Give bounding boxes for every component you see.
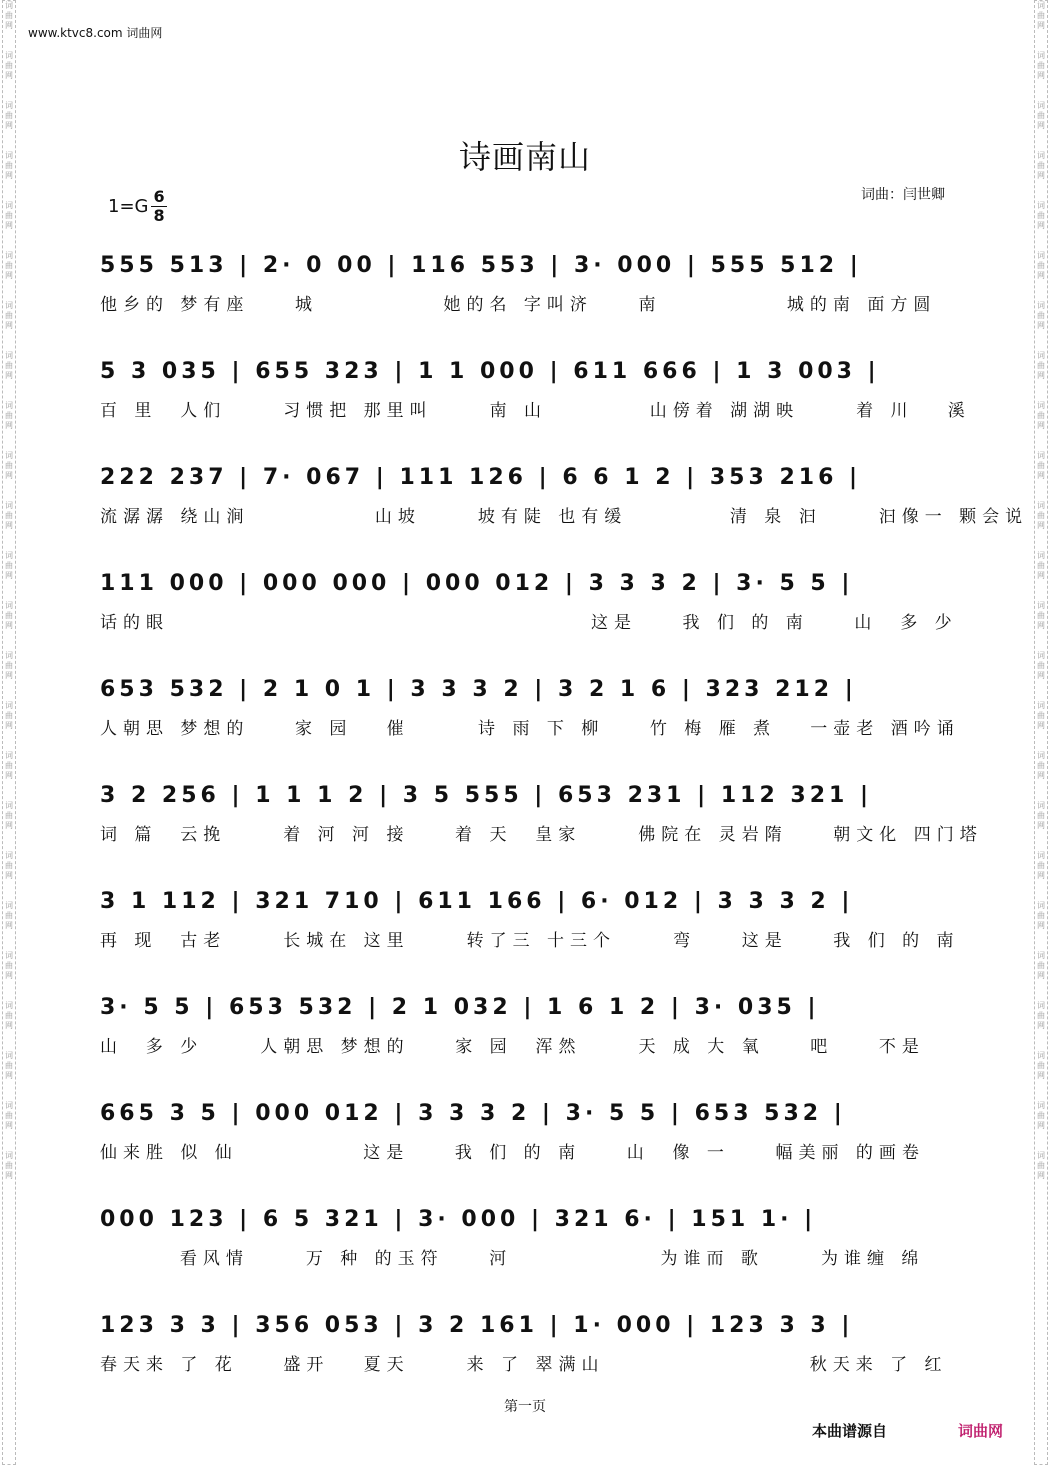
lyric-line: 再 现 古老 长城在 这里 转了三 十三个 弯 这是 我 们 的 南: [100, 931, 960, 951]
score-row: [100, 674, 960, 739]
notation-line: 3 1 112 | 321 710 | 611 166 | 6· 012 | 3 3 3 2 |: [100, 888, 854, 914]
lyric-line: 流潺潺 绕山涧 山坡 坡有陡 也有缓 清 泉 汩 汩像一 颗会说: [100, 507, 1029, 527]
score-row: [100, 462, 1029, 527]
notation-line: 653 532 | 2 1 0 1 | 3 3 3 2 | 3 2 1 6 | 323 212 |: [100, 676, 857, 702]
notation-line: 222 237 | 7· 067 | 111 126 | 6 6 1 2 | 353 216 |: [100, 464, 862, 490]
site-header[interactable]: www.ktvc8.com 词曲网: [28, 26, 163, 40]
time-signature: [151, 188, 166, 225]
lyric-line: 山 多 少 人朝思 梦想的 家 园 浑然 天 成 大 氧 吧 不是: [100, 1037, 925, 1057]
notation-line: 000 123 | 6 5 321 | 3· 000 | 321 6· | 151 1· |: [100, 1206, 817, 1232]
score-row: [100, 780, 983, 845]
score-row: [100, 1310, 950, 1375]
time-top: 6: [153, 187, 165, 206]
notation-line: 3 2 256 | 1 1 1 2 | 3 5 555 | 653 231 | 112 321 |: [100, 782, 873, 808]
lyric-line: 春天来 了 花 盛开 夏天 来 了 翠满山 秋天来 了 红: [100, 1355, 948, 1375]
score-row: [100, 250, 950, 315]
lyric-line: 看风情 万 种 的玉符 河 为谁而 歌 为谁缠 绵: [100, 1249, 925, 1269]
score-row: [100, 886, 960, 951]
page-number: 第一页: [504, 1399, 546, 1415]
notation-line: 665 3 5 | 000 012 | 3 3 3 2 | 3· 5 5 | 653 532 |: [100, 1100, 846, 1126]
left-margin-watermark: 词 曲 网 词 曲 网 词 曲 网 词 曲 网 词 曲 网 词 曲 网 词 曲 网 词 曲 网 词 曲 网 词 曲 网 词 曲 网 词 曲 网 词 曲 网 词 曲 网 词 曲 网 词 曲 网 词 曲 网 词 曲 网 词 曲 网 词 曲 网 词 曲 网 词 曲 网 词 曲 网 词 曲 网: [2, 0, 16, 1465]
source-label: 本曲谱源自: [812, 1422, 888, 1440]
time-bottom: 8: [153, 206, 165, 225]
score-row: [100, 568, 958, 633]
score-row: [100, 992, 950, 1057]
notation-line: 111 000 | 000 000 | 000 012 | 3 3 3 2 | 3· 5 5 |: [100, 570, 854, 596]
lyric-line: 他乡的 梦有座 城 她的名 字叫济 南 城的南 面方圆: [100, 295, 937, 315]
lyric-line: 百 里 人们 习惯把 那里叫 南 山 山傍着 湖湖映 着 川 溪: [100, 401, 971, 421]
brand-logo[interactable]: 词曲网: [958, 1422, 1004, 1440]
score-row: [100, 356, 971, 421]
notation-line: 3· 5 5 | 653 532 | 2 1 032 | 1 6 1 2 | 3· 035 |: [100, 994, 820, 1020]
composer-credit: 词曲：闫世卿: [861, 187, 945, 203]
lyric-line: 词 篇 云挽 着 河 河 接 着 天 皇家 佛院在 灵岩隋 朝文化 四门塔: [100, 825, 983, 845]
lyric-line: 人朝思 梦想的 家 园 催 诗 雨 下 柳 竹 梅 雁 煮 一壶老 酒吟诵: [100, 719, 960, 739]
notation-line: 555 513 | 2· 0 00 | 116 553 | 3· 000 | 555 512 |: [100, 252, 862, 278]
notation-line: 123 3 3 | 356 053 | 3 2 161 | 1· 000 | 123 3 3 |: [100, 1312, 854, 1338]
key-label: 1=G: [108, 196, 149, 217]
score-row: [100, 1204, 950, 1269]
key-signature: [108, 188, 167, 225]
lyric-line: 仙来胜 似 仙 这是 我 们 的 南 山 像 一 幅美丽 的画卷: [100, 1143, 925, 1163]
lyric-line: 话的眼 这是 我 们 的 南 山 多 少: [100, 613, 958, 633]
song-title: 诗画南山: [458, 138, 591, 176]
notation-line: 5 3 035 | 655 323 | 1 1 000 | 611 666 | 1 3 003 |: [100, 358, 880, 384]
right-margin-watermark: 词 曲 网 词 曲 网 词 曲 网 词 曲 网 词 曲 网 词 曲 网 词 曲 网 词 曲 网 词 曲 网 词 曲 网 词 曲 网 词 曲 网 词 曲 网 词 曲 网 词 曲 网 词 曲 网 词 曲 网 词 曲 网 词 曲 网 词 曲 网 词 曲 网 词 曲 网 词 曲 网 词 曲 网: [1034, 0, 1048, 1465]
score-row: [100, 1098, 950, 1163]
